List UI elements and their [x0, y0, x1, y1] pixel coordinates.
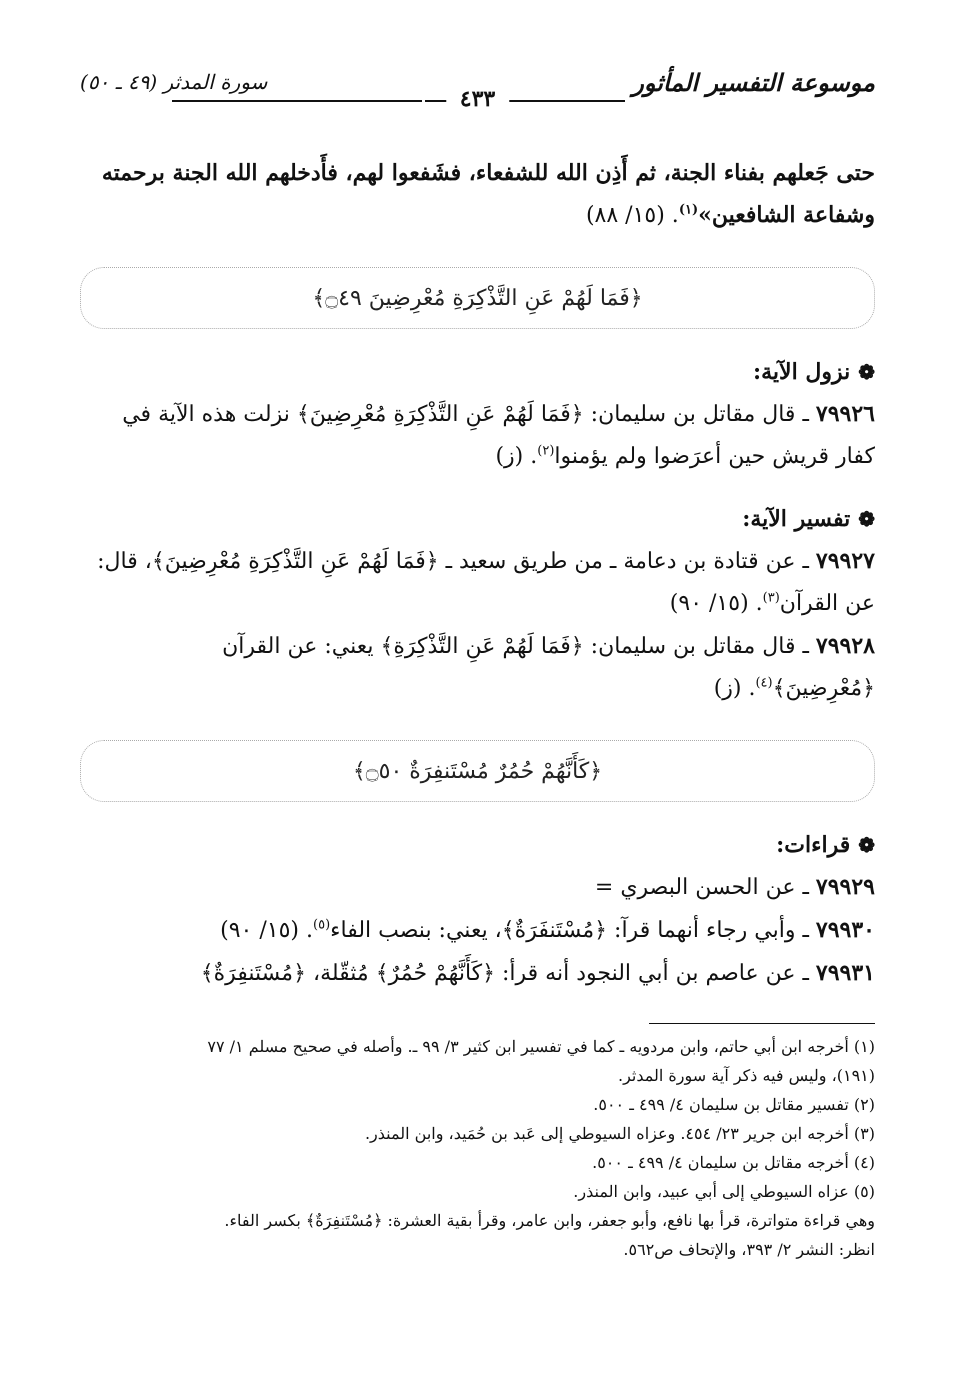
entry-number: ٧٩٩٢٧ — [815, 548, 875, 574]
footnote-line: (٢) تفسير مقاتل بن سليمان ٤/ ٤٩٩ ـ ٥٠٠. — [593, 1095, 875, 1114]
intro-line-1: حتى جَعلهم بفناء الجنة، ثم أَذِن الله للشفعاء، فشَفعوا لهم، فأَدخلهم الله الجنة برحمته — [101, 160, 875, 186]
page — [80, 60, 875, 1264]
entry-79931: ٧٩٩٣١ ـ عن عاصم بن أبي النجود أنه قرأ: ﴿كَأَنَّهُمْ حُمُرٌ﴾ مُثقّلة، ﴿مُسْتَنفِرَةٌ﴾ — [200, 960, 875, 986]
footnote-ref-4[interactable]: (٤) — [755, 675, 773, 691]
footnotes — [80, 1032, 875, 1264]
flower-icon: ❁ — [858, 360, 875, 384]
entry-79926-cont: كفار قريش حين أعرَضوا ولم يؤمنوا$^{(٢)}$. (ز) — [495, 443, 875, 469]
footnote-ref-5[interactable]: (٥) — [313, 917, 331, 933]
entry-number: ٧٩٩٢٩ — [815, 874, 875, 900]
entry-79928-cont: ﴿مُعْرِضِينَ﴾$^{(٤)}$. (ز) — [713, 675, 875, 701]
surah-title: سورة المدثر (٤٩ ـ ٥٠) — [80, 70, 268, 94]
footnote-line: وهي قراءة متواترة، قرأ بها نافع، وأبو جعفر، وابن عامر، وقرأ بقية العشرة: ﴿مُسْتَنفِرَةٌ﴾ بكسر الفاء. — [224, 1211, 875, 1230]
entry-number: ٧٩٩٢٦ — [815, 401, 875, 427]
footnote-line: (٥) عزاه السيوطي إلى أبي عبيد، وابن المنذر. — [573, 1182, 875, 1201]
entry-79927: ٧٩٩٢٧ ـ عن قتادة بن دعامة ـ من طريق سعيد ـ ﴿فَمَا لَهُمْ عَنِ التَّذْكِرَةِ مُعْرِضِينَ﴾، قال: — [97, 548, 875, 574]
entry-79928: ٧٩٩٢٨ ـ قال مقاتل بن سليمان: ﴿فَمَا لَهُمْ عَنِ التَّذْكِرَةِ﴾ يعني: عن القرآن — [222, 633, 875, 659]
footnote-ref-3[interactable]: (٣) — [762, 590, 780, 606]
verse-49-text: ﴿فَمَا لَهُمْ عَنِ التَّذْكِرَةِ مُعْرِضِينَ ۝٤٩﴾ — [312, 285, 643, 311]
footnote-rule — [649, 1023, 875, 1024]
footnote-line: (١٩١)، وليس فيه ذكر آية سورة المدثر. — [618, 1066, 875, 1085]
verse-box-50 — [80, 740, 875, 802]
intro-line-2: وشفاعة الشافعين»$^{(١)}$. (١٥/ ٨٨) — [585, 202, 875, 228]
page-header — [80, 60, 875, 112]
verse-50-text: ﴿كَأَنَّهُمْ حُمُرٌ مُسْتَنفِرَةٌ ۝٥٠﴾ — [352, 758, 603, 784]
entry-79926: ٧٩٩٢٦ ـ قال مقاتل بن سليمان: ﴿فَمَا لَهُمْ عَنِ التَّذْكِرَةِ مُعْرِضِينَ﴾ نزلت هذه الآية في — [122, 401, 875, 427]
entry-79929: ٧٩٩٢٩ ـ عن الحسن البصري = — [594, 874, 875, 900]
footnote-line: (٤) أخرجه مقاتل بن سليمان ٤/ ٤٩٩ ـ ٥٠٠. — [592, 1153, 875, 1172]
book-title: موسوعة التفسير المأثور — [632, 68, 875, 97]
footnote-line: انظر: النشر ٢/ ٣٩٣، والإتحاف ص٥٦٢. — [623, 1240, 875, 1259]
footnote-line: (١) أخرجه ابن أبي حاتم، وابن مردويه ـ كما في تفسير ابن كثير ٣/ ٩٩ ـ. وأصله في صحيح مسلم ١/ ٧٧ — [207, 1037, 875, 1056]
header-rule-left — [172, 100, 422, 102]
entry-number: ٧٩٩٣٠ — [815, 917, 875, 943]
entry-number: ٧٩٩٣١ — [815, 960, 875, 986]
verse-box-49 — [80, 267, 875, 329]
footnote-ref-2[interactable]: (٢) — [537, 443, 555, 459]
entry-79927-cont: عن القرآن$^{(٣)}$. (١٥/ ٩٠) — [669, 590, 875, 616]
flower-icon: ❁ — [858, 833, 875, 857]
section-heading-nuzul: ❁نزول الآية: — [753, 359, 875, 385]
flower-icon: ❁ — [858, 507, 875, 531]
section-heading-tafsir: ❁تفسير الآية: — [742, 506, 875, 532]
footnote-ref-1[interactable]: (١) — [678, 202, 699, 218]
section-heading-qiraat: ❁قراءات: — [776, 832, 875, 858]
entry-number: ٧٩٩٢٨ — [815, 633, 875, 659]
entry-79930: ٧٩٩٣٠ ـ وأبي رجاء أنهما قرآ: ﴿مُسْتَنفَرَةٌ﴾، يعني: بنصب الفاء$^{(٥)}$. (١٥/ ٩٠) — [220, 917, 875, 943]
page-number: ٤٣٣ — [446, 86, 509, 112]
footnote-line: (٣) أخرجه ابن جرير ٢٣/ ٤٥٤. وعزاه السيوطي إلى عَبد بن حُمَيد، وابن المنذر. — [364, 1124, 875, 1143]
